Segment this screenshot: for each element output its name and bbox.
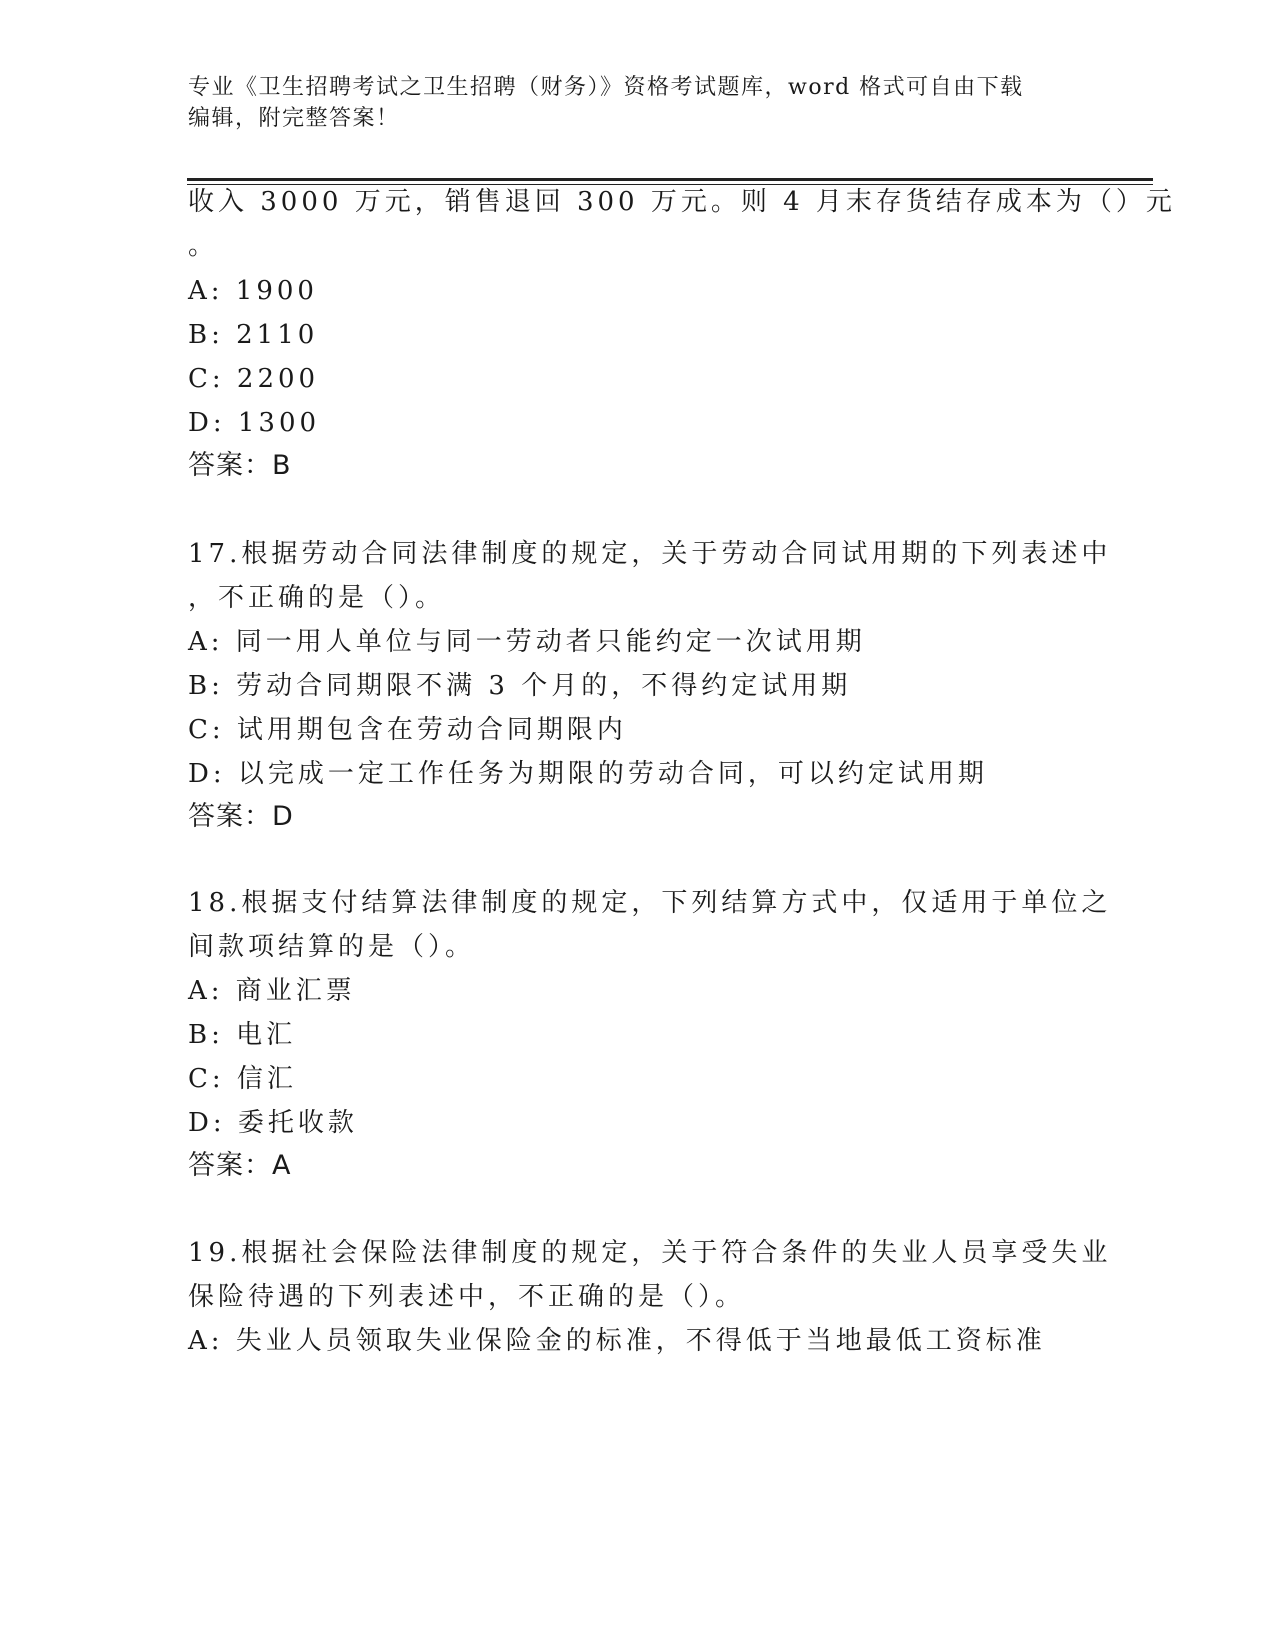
q19-option-a: A: 失业人员领取失业保险金的标准，不得低于当地最低工资标准 xyxy=(188,1326,1046,1356)
q18-text-line-2: 间款项结算的是（）。 xyxy=(188,932,476,962)
q18-option-c: C: 信汇 xyxy=(188,1064,297,1094)
q16-option-c: C: 2200 xyxy=(188,364,320,394)
q17-option-b: B: 劳动合同期限不满 3 个月的，不得约定试用期 xyxy=(188,671,852,701)
q18-option-a: A: 商业汇票 xyxy=(188,976,356,1006)
q17-option-a: A: 同一用人单位与同一劳动者只能约定一次试用期 xyxy=(188,627,866,657)
header-divider-thin xyxy=(187,184,1153,185)
q19-text-line-1: 19.根据社会保险法律制度的规定，关于符合条件的失业人员享受失业 xyxy=(188,1238,1112,1268)
q16-answer: 答案：B xyxy=(188,450,292,481)
q16-option-d: D: 1300 xyxy=(188,408,321,438)
q18-text-line-1: 18.根据支付结算法律制度的规定，下列结算方式中，仅适用于单位之 xyxy=(188,888,1112,918)
q18-answer: 答案：A xyxy=(188,1150,292,1181)
q17-text-line-1: 17.根据劳动合同法律制度的规定，关于劳动合同试用期的下列表述中 xyxy=(188,539,1112,569)
q19-text-line-2: 保险待遇的下列表述中，不正确的是（）。 xyxy=(188,1282,746,1312)
q16-option-b: B: 2110 xyxy=(188,320,319,350)
q18-option-d: D: 委托收款 xyxy=(188,1108,358,1138)
q16-text-line-2: 。 xyxy=(188,231,219,261)
header-line-2: 编辑，附完整答案！ xyxy=(188,106,400,131)
q17-answer: 答案：D xyxy=(188,801,294,832)
q17-option-d: D: 以完成一定工作任务为期限的劳动合同，可以约定试用期 xyxy=(188,759,988,789)
document-header xyxy=(188,72,1068,134)
q17-option-c: C: 试用期包含在劳动合同期限内 xyxy=(188,715,627,745)
q16-option-a: A: 1900 xyxy=(188,276,318,306)
q16-text-line-1: 收入 3000 万元，销售退回 300 万元。则 4 月末存货结存成本为（）元 xyxy=(188,187,1176,217)
header-divider-thick xyxy=(187,178,1153,181)
q17-text-line-2: ，不正确的是（）。 xyxy=(188,583,446,613)
header-line-1: 专业《卫生招聘考试之卫生招聘（财务）》资格考试题库，word 格式可自由下载 xyxy=(188,75,1024,100)
q18-option-b: B: 电汇 xyxy=(188,1020,297,1050)
